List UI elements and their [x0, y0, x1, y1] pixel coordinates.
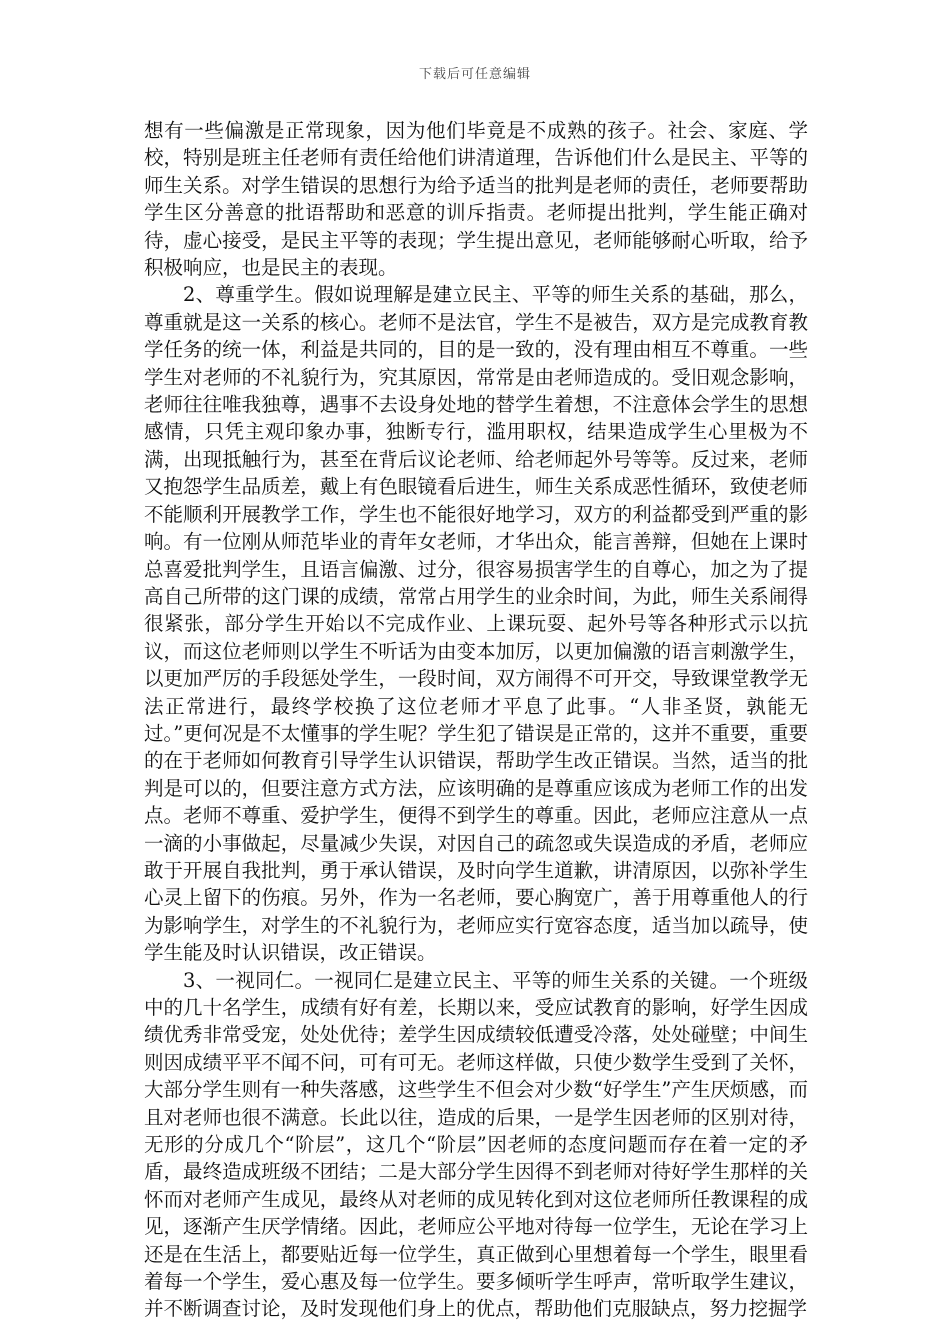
- paragraph-respect-students: 2、尊重学生。假如说理解是建立民主、平等的师生关系的基础，那么，尊重就是这一关系的核心。老师不是法官，学生不是被告，双方是完成教育教学任务的统一体，利益是共同的，目的是一致的，没有理由相互不尊重。一些学生对老师的不礼貌行为，究其原因，常常是由老师造成的。受旧观念影响，老师往往唯我独尊，遇事不去设身处地的替学生着想，不注意体会学生的思想感情，只凭主观印象办事，独断专行，滥用职权，结果造成学生心里极为不满，出现抵触行为，甚至在背后议论老师、给老师起外号等等。反过来，老师又抱怨学生品质差，戴上有色眼镜看后进生，师生关系成恶性循环，致使老师不能顺利开展教学工作，学生也不能很好地学习，双方的利益都受到严重的影响。有一位刚从师范毕业的青年女老师，才华出众，能言善辩，但她在上课时总喜爱批判学生，且语言偏激、过分，很容易损害学生的自尊心，加之为了提高自己所带的这门课的成绩，常常占用学生的业余时间，为此，师生关系闹得很紧张，部分学生开始以不完成作业、上课玩耍、起外号等各种形式示以抗议，而这位老师则以学生不听话为由变本加厉，以更加偏激的语言刺激学生，以更加严厉的手段惩处学生，一段时间，双方闹得不可开交，导致课堂教学无法正常进行，最终学校换了这位老师才平息了此事。“人非圣贤，孰能无过。”更何况是不太懂事的学生呢？学生犯了错误是正常的，这并不重要，重要的在于老师如何教育引导学生认识错误，帮助学生改正错误。当然，适当的批判是可以的，但要注意方式方法，应该明确的是尊重应该成为老师工作的出发点。老师不尊重、爱护学生，便得不到学生的尊重。因此，老师应注意从一点一滴的小事做起，尽量减少失误，对因自己的疏忽或失误造成的矛盾，老师应敢于开展自我批判，勇于承认错误，及时向学生道歉，讲清原因，以弥补学生心灵上留下的伤痕。另外，作为一名老师，要心胸宽广，善于用尊重他人的行为影响学生，对学生的不礼貌行为，老师应实行宽容态度，适当加以疏导，使学生能及时认识错误，改正错误。: [144, 283, 808, 965]
- paragraph-continuation: 想有一些偏激是正常现象，因为他们毕竟是不成熟的孩子。社会、家庭、学校，特别是班主任老师有责任给他们讲清道理，告诉他们什么是民主、平等的师生关系。对学生错误的思想行为给予适当的批判是老师的责任，老师要帮助学生区分善意的批语帮助和恶意的训斥指责。老师提出批判，学生能正确对待，虚心接受，是民主平等的表现；学生提出意见，老师能够耐心听取，给予积极响应，也是民主的表现。: [144, 119, 808, 280]
- page-header: 下载后可任意编辑: [418, 67, 531, 82]
- paragraph-equal-treatment: 3、一视同仁。一视同仁是建立民主、平等的师生关系的关键。一个班级中的几十名学生，成绩有好有差，长期以来，受应试教育的影响，好学生因成绩优秀非常受宠，处处优待；差学生因成绩较低遭受冷落，处处碰壁；中间生则因成绩平平不闻不问，可有可无。老师这样做，只使少数学生受到了关怀，大部分学生则有一种失落感，这些学生不但会对少数“好学生”产生厌烦感，而且对老师也很不满意。长此以往，造成的后果，一是学生因老师的区别对待，无形的分成几个“阶层”，这几个“阶层”因老师的态度问题而存在着一定的矛盾，最终造成班级不团结；二是大部分学生因得不到老师对待好学生那样的关怀而对老师产生成见，最终从对老师的成见转化到对这位老师所任教课程的成见，逐渐产生厌学情绪。因此，老师应公平地对待每一位学生，无论在学习上还是在生活上，都要贴近每一位学生，真正做到心里想着每一个学生，眼里看着每一个学生，爱心惠及每一位学生。要多倾听学生呼声，常听取学生建议，并不断调查讨论，及时发现他们身上的优点，帮助他们克服缺点，努力挖掘学: [144, 968, 808, 1321]
- document-body: [144, 117, 808, 1323]
